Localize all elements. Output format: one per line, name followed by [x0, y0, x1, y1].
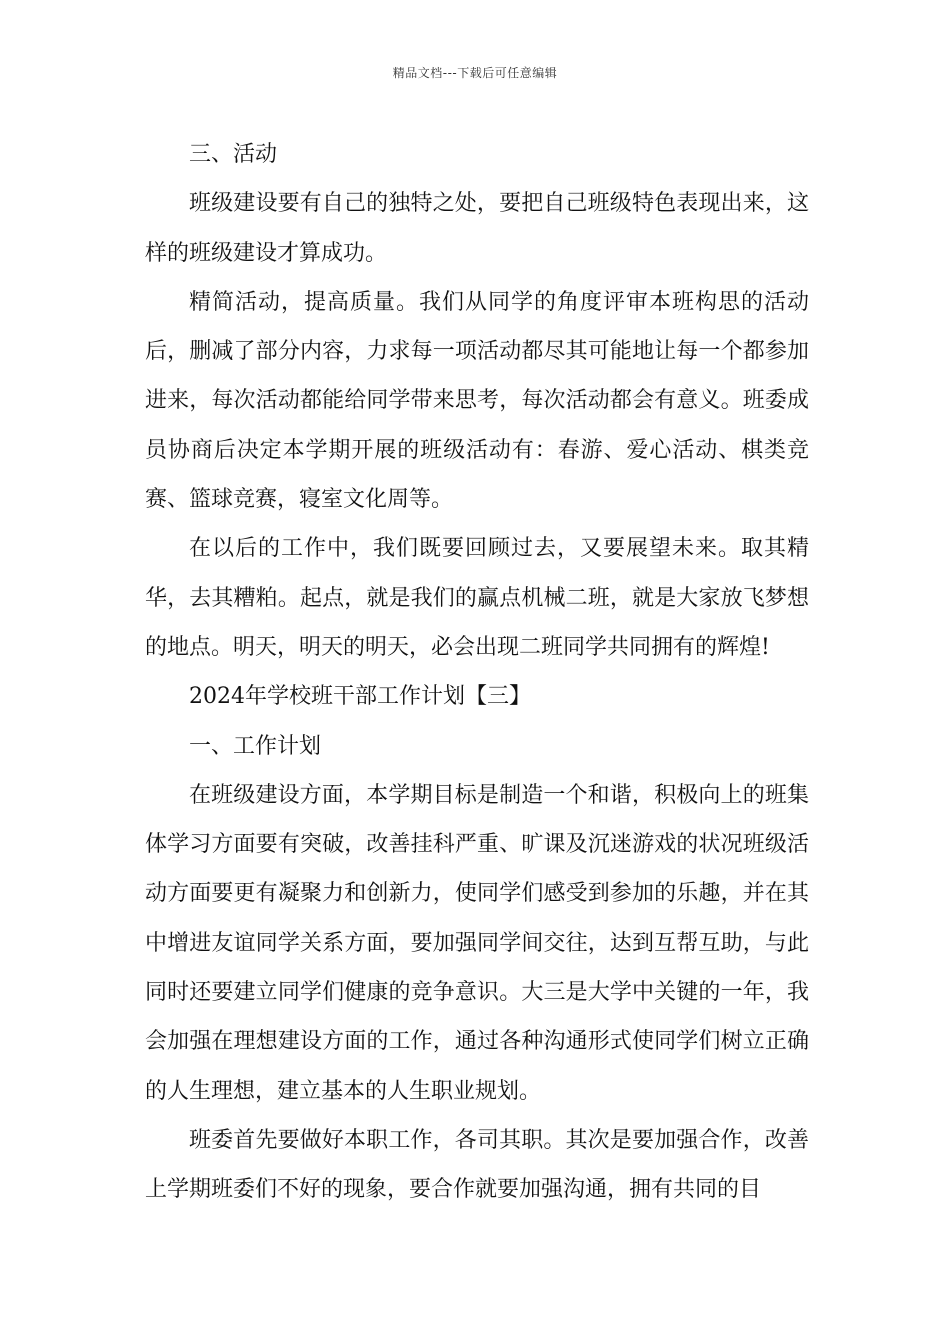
- page-header: 精品文档---下载后可任意编辑: [392, 66, 558, 80]
- paragraph: 在班级建设方面，本学期目标是制造一个和谐，积极向上的班集体学习方面要有突破，改善挂科严重、旷课及沉迷游戏的状况班级活动方面要更有凝聚力和创新力，使同学们感受到参加的乐趣，并在其中增进友谊同学关系方面，要加强同学间交往，达到互帮互助，与此同时还要建立同学们健康的竞争意识。大三是大学中关键的一年，我会加强在理想建设方面的工作，通过各种沟通形式使同学们树立正确的人生理想，建立基本的人生职业规划。: [145, 782, 809, 1104]
- section-heading-activities: 三、活动: [189, 142, 278, 167]
- paragraph: 班级建设要有自己的独特之处，要把自己班级特色表现出来，这样的班级建设才算成功。: [145, 191, 809, 266]
- paragraph: 在以后的工作中，我们既要回顾过去，又要展望未来。取其精华，去其糟粕。起点，就是我们的赢点机械二班，就是大家放飞梦想的地点。明天，明天的明天，必会出现二班同学共同拥有的辉煌!: [145, 536, 809, 660]
- paragraph: 精简活动，提高质量。我们从同学的角度评审本班构思的活动后，删减了部分内容，力求每一项活动都尽其可能地让每一个都参加进来，每次活动都能给同学带来思考，每次活动都会有意义。班委成员协商后决定本学期开展的班级活动有：春游、爱心活动、棋类竞赛、篮球竞赛，寝室文化周等。: [145, 289, 809, 513]
- document-body: [145, 130, 809, 1215]
- document-title-plan-three: 2024年学校班干部工作计划【三】: [189, 684, 531, 710]
- section-heading-work-plan: 一、工作计划: [189, 733, 322, 759]
- paragraph: 班委首先要做好本职工作，各司其职。其次是要加强合作，改善上学期班委们不好的现象，要合作就要加强沟通，拥有共同的目: [145, 1127, 809, 1203]
